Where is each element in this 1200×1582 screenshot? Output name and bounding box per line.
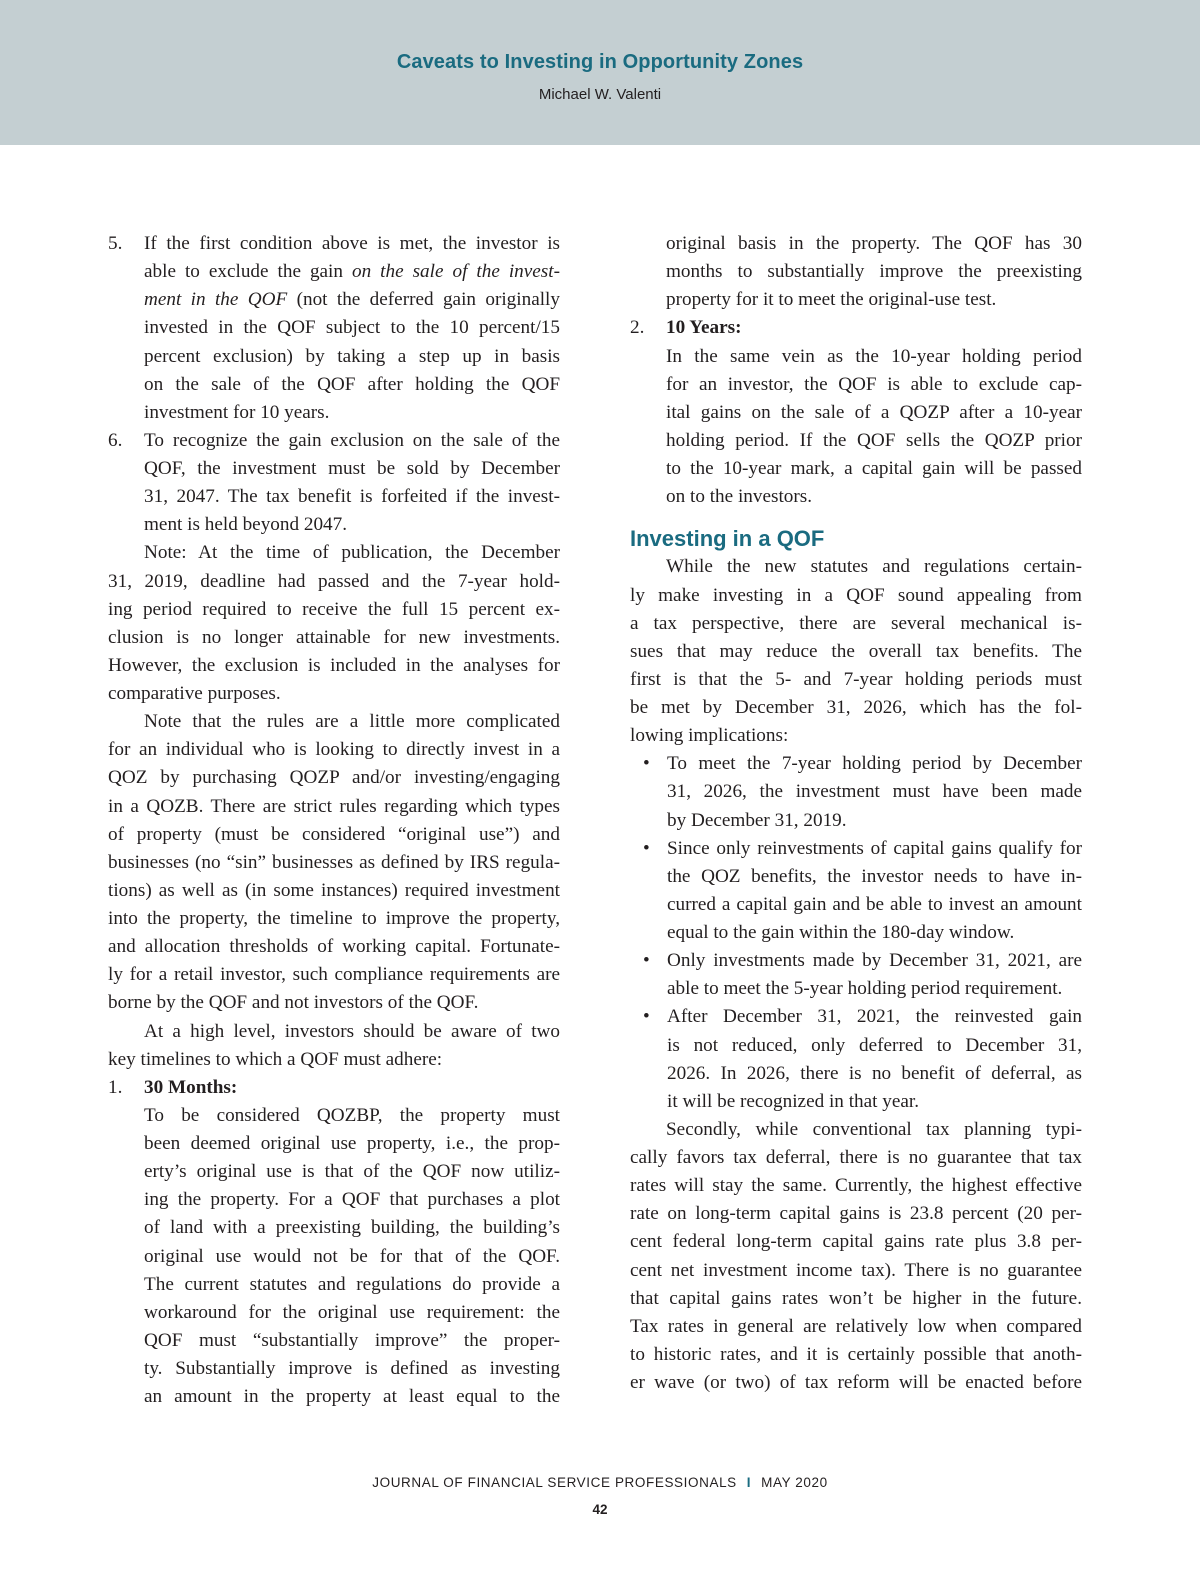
left-column [108,230,560,1411]
text-line: 31, 2047. The tax benefit is forfeited if the invest- [144,486,560,508]
section-paragraph [630,553,1082,750]
secondly-paragraph [630,1116,1082,1397]
text-line: If the first condition above is met, the investor is [144,233,560,254]
text-line: cally favors tax deferral, there is no guarantee that tax [630,1147,1082,1168]
bullet-icon: • [643,1006,650,1028]
text-line: At a high level, investors should be aware of two [144,1020,560,1042]
text-line: be met by December 31, 2026, which has the fol- [630,697,1082,718]
text-line: Tax rates in general are relatively low when compared [630,1315,1082,1337]
text-line: a tax perspective, there are several mechanical is- [630,612,1082,634]
text-line: erty’s original use is that of the QOF now utiliz- [144,1161,560,1183]
text-line: into the property, the timeline to improve the property, [108,908,560,929]
text-line: Note that the rules are a little more complicated [144,711,560,733]
text-line: ing period required to receive the full 15 percent ex- [108,598,560,620]
text-line: ing the property. For a QOF that purchases a plot [144,1189,560,1211]
right-column [630,230,1082,1397]
text-line: ment is held beyond 2047. [144,514,348,536]
bullet-icon: • [643,950,650,972]
rules-paragraph [108,708,560,1017]
text-line: tions) as well as (in some instances) required investment [108,879,560,901]
section-heading: Investing in a QOF [630,526,825,552]
text-line [144,286,560,314]
text-line: that capital gains rates won’t be higher in the future. [630,1287,1082,1309]
text-line: of land with a preexisting building, the building’s [144,1217,560,1239]
text-line: invested in the QOF subject to the 10 percent/15 [144,317,560,339]
text-line [144,258,560,286]
list-number: 2. [630,317,645,339]
text-line: rates will stay the same. Currently, the highest effective [630,1175,1082,1197]
text-line: ty. Substantially improve is defined as investing [144,1358,560,1379]
text-line: sues that may reduce the overall tax benefits. The [630,640,1082,662]
text-line: on the sale of the QOF after holding the QOF [144,373,560,395]
text-line: Since only reinvestments of capital gains qualify for [667,837,1082,859]
text-line: been deemed original use property, i.e., the prop- [144,1133,560,1154]
text-line: QOF must “substantially improve” the proper- [144,1329,560,1351]
text-line: first is that the 5- and 7-year holding periods must [630,668,1082,690]
text-line: comparative purposes. [108,683,281,704]
text-line: is not reduced, only deferred to December 31, [667,1034,1082,1056]
text-line: investment for 10 years. [144,401,330,423]
text-line: businesses (no “sin” businesses as defined by IRS regula- [108,851,560,873]
text-line: QOF, the investment must be sold by December [144,458,560,479]
text-line: er wave (or two) of tax reform will be enacted before [630,1372,1082,1393]
text-line: in a QOZB. There are strict rules regarding which types [108,795,560,817]
text-line: lowing implications: [630,725,789,747]
text-line: Secondly, while conventional tax planning typi- [666,1118,1082,1140]
text-line: 31, 2019, deadline had passed and the 7-year hold- [108,570,560,592]
bullet-item [630,750,1082,834]
text-line: to the 10-year mark, a capital gain will be passed [666,458,1082,479]
article-author: Michael W. Valenti [538,86,662,103]
header-banner [0,0,1200,145]
text-line: ly make investing in a QOF sound appealing from [630,584,1082,606]
text-line: clusion is no longer attainable for new investments. [108,626,560,648]
text-line: QOZ by purchasing QOZP and/or investing/engaging [108,767,560,789]
timeline-item-1 [108,1074,560,1412]
text-line: holding period. If the QOF sells the QOZP prior [666,429,1082,451]
text-line: on to the investors. [666,486,813,508]
text-line: In the same vein as the 10-year holding period [666,345,1082,367]
footer [0,1475,1200,1490]
text-line: Note: At the time of publication, the December [144,542,560,564]
text-line: to historic rates, and it is certainly possible that anoth- [630,1343,1082,1365]
timeline-heading [666,314,1082,342]
text-line: The current statutes and regulations do provide a [144,1273,560,1295]
text-line: key timelines to which a QOF must adhere: [108,1048,443,1070]
text-span: (not the deferred gain originally [287,289,560,311]
bold-heading: 10 Years: [666,317,742,339]
text-line: After December 31, 2021, the reinvested gain [667,1006,1082,1028]
text-line: ly for a retail investor, such compliance requirements are [108,964,560,986]
text-line: of property (must be considered “original use”) and [108,823,560,845]
list-number: 1. [108,1076,123,1098]
text-line: borne by the QOF and not investors of the QOF. [108,992,479,1014]
text-line: To recognize the gain exclusion on the sale of the [144,429,560,451]
bullet-item [630,1003,1082,1116]
text-line: original use would not be for that of the QOF. [144,1245,560,1267]
text-line: for an individual who is looking to directly invest in a [108,739,560,761]
article-title: Caveats to Investing in Opportunity Zones [396,51,804,73]
text-line: ital gains on the sale of a QOZP after a 10-year [666,401,1082,423]
page-number: 42 [592,1502,608,1517]
timeline-heading [144,1074,560,1102]
text-line: the QOZ benefits, the investor needs to have in- [667,865,1082,887]
text-line: rate on long-term capital gains is 23.8 percent (20 per- [630,1203,1082,1225]
list-number: 5. [108,233,123,254]
timeline-item-2 [630,314,1082,511]
text-line: workaround for the original use requirement: the [144,1301,560,1323]
list-number: 6. [108,429,123,451]
footer-separator: I [746,1475,752,1490]
text-line: percent exclusion) by taking a step up in basis [144,345,560,367]
text-line: for an investor, the QOF is able to exclude cap- [666,373,1082,395]
text-line: 31, 2026, the investment must have been made [667,781,1082,803]
bullet-icon: • [643,837,650,859]
issue-date: MAY 2020 [761,1475,828,1490]
text-line: To be considered QOZBP, the property must [144,1104,560,1126]
text-line: months to substantially improve the preexisting [666,261,1082,283]
italic-text: on the sale of the invest- [351,261,560,283]
list-item-6 [108,427,560,540]
text-line: However, the exclusion is included in the analyses for [108,654,560,676]
journal-name: JOURNAL OF FINANCIAL SERVICE PROFESSIONALS [372,1475,737,1490]
text-line: Only investments made by December 31, 2021, are [667,950,1082,972]
text-line: equal to the gain within the 180-day window. [667,922,1015,943]
text-line: To meet the 7-year holding period by December [667,753,1082,775]
list-item-5 [108,230,560,427]
bullet-icon: • [643,753,650,775]
italic-text: ment in the QOF [144,289,288,311]
text-line: an amount in the property at least equal to the [144,1386,560,1408]
bullet-item [630,947,1082,1003]
bold-heading: 30 Months: [144,1076,238,1098]
text-line: original basis in the property. The QOF has 30 [666,233,1082,254]
text-line: cent federal long-term capital gains rate plus 3.8 per- [630,1231,1082,1253]
text-line: able to meet the 5-year holding period requirement. [667,978,1063,1000]
text-line: cent net investment income tax). There is no guarantee [630,1259,1082,1281]
text-line: 2026. In 2026, there is no benefit of deferral, as [667,1062,1082,1084]
bullet-item [630,835,1082,948]
text-line: While the new statutes and regulations certain- [666,556,1082,578]
timelines-paragraph [108,1018,560,1074]
text-line: by December 31, 2019. [667,809,847,831]
note-paragraph [108,539,560,708]
text-line: property for it to meet the original-use test. [666,289,997,311]
text-span: able to exclude the gain [144,261,352,283]
text-line: curred a capital gain and be able to invest an amount [667,893,1082,915]
text-line: and allocation thresholds of working capital. Fortunate- [108,936,560,958]
timeline-item-1-continued [630,230,1082,314]
text-line: it will be recognized in that year. [667,1090,920,1112]
